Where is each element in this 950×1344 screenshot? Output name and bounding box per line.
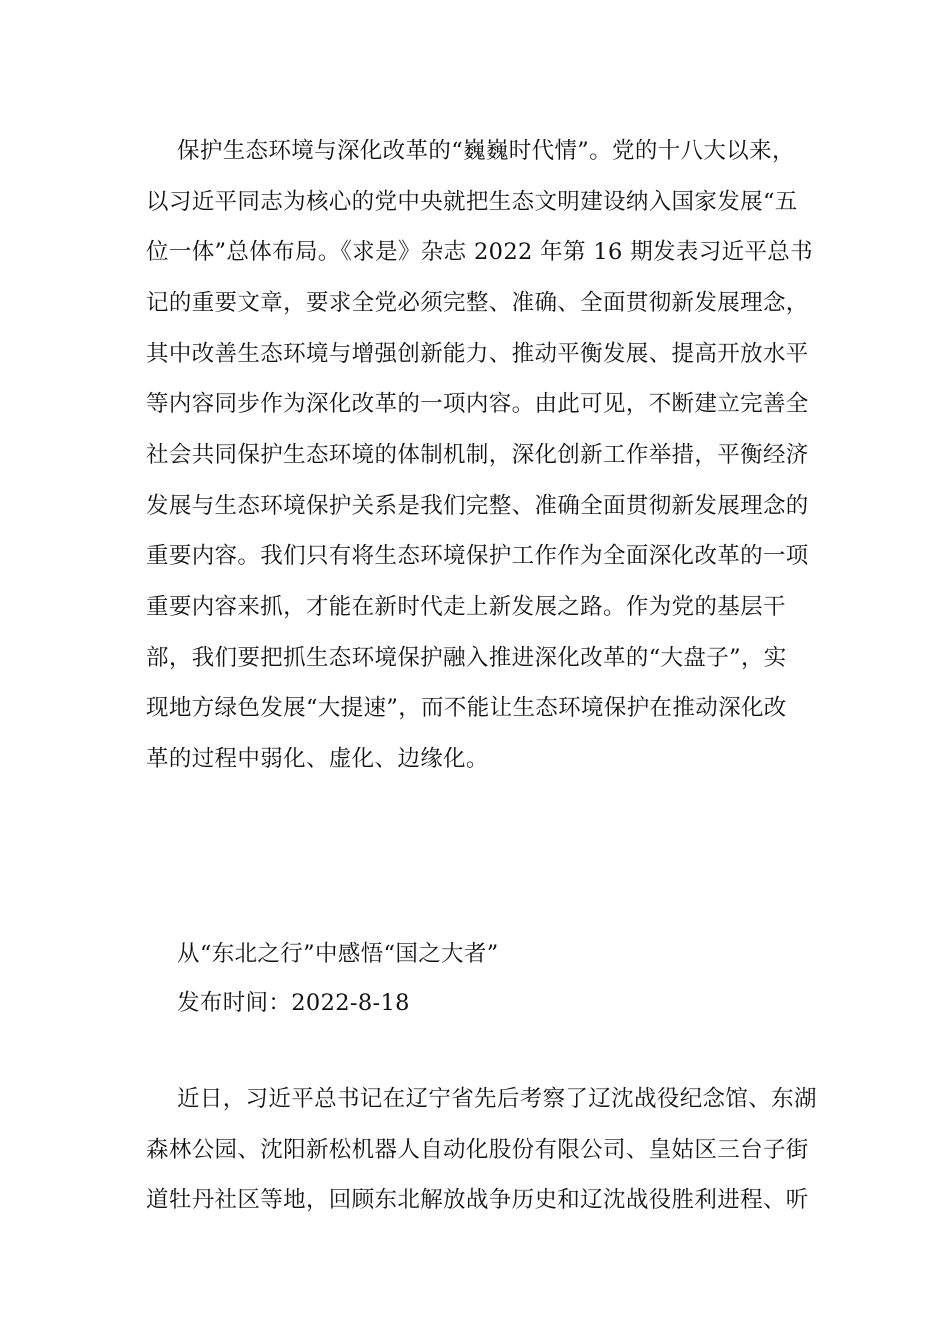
paragraph-line: 近日，习近平总书记在辽宁省先后考察了辽沈战役纪念馆、东湖 (177, 1086, 817, 1112)
paragraph-line: 等内容同步作为深化改革的一项内容。由此可见，不断建立完善全 (146, 391, 809, 417)
article-title: 从“东北之行”中感悟“国之大者” (177, 941, 499, 967)
paragraph-line: 位一体”总体布局。《求是》杂志 2022 年第 16 期发表习近平总书 (146, 239, 814, 265)
paragraph-line: 社会共同保护生态环境的体制机制，深化创新工作举措，平衡经济 (146, 442, 809, 468)
paragraph-line: 革的过程中弱化、虚化、边缘化。 (146, 746, 489, 772)
paragraph-line: 发展与生态环境保护关系是我们完整、准确全面贯彻新发展理念的 (146, 493, 809, 519)
paragraph-line: 重要内容来抓，才能在新时代走上新发展之路。作为党的基层干 (146, 594, 786, 620)
paragraph-line: 其中改善生态环境与增强创新能力、推动平衡发展、提高开放水平 (146, 341, 809, 367)
paragraph-line: 现地方绿色发展“大提速”，而不能让生态环境保护在推动深化改 (146, 695, 787, 721)
paragraph-line: 保护生态环境与深化改革的“巍巍时代情”。党的十八大以来， (177, 138, 795, 164)
paragraph-line: 部，我们要把抓生态环境保护融入推进深化改革的“大盘子”，实 (146, 645, 787, 671)
paragraph-line: 道牡丹社区等地，回顾东北解放战争历史和辽沈战役胜利进程、听 (146, 1187, 809, 1213)
publish-date: 发布时间：2022-8-18 (177, 990, 410, 1016)
paragraph-line: 以习近平同志为核心的党中央就把生态文明建设纳入国家发展“五 (146, 189, 798, 215)
paragraph-line: 记的重要文章，要求全党必须完整、准确、全面贯彻新发展理念， (146, 290, 809, 316)
paragraph-line: 森林公园、沈阳新松机器人自动化股份有限公司、皇姑区三台子街 (146, 1137, 809, 1163)
paragraph-line: 重要内容。我们只有将生态环境保护工作作为全面深化改革的一项 (146, 543, 809, 569)
